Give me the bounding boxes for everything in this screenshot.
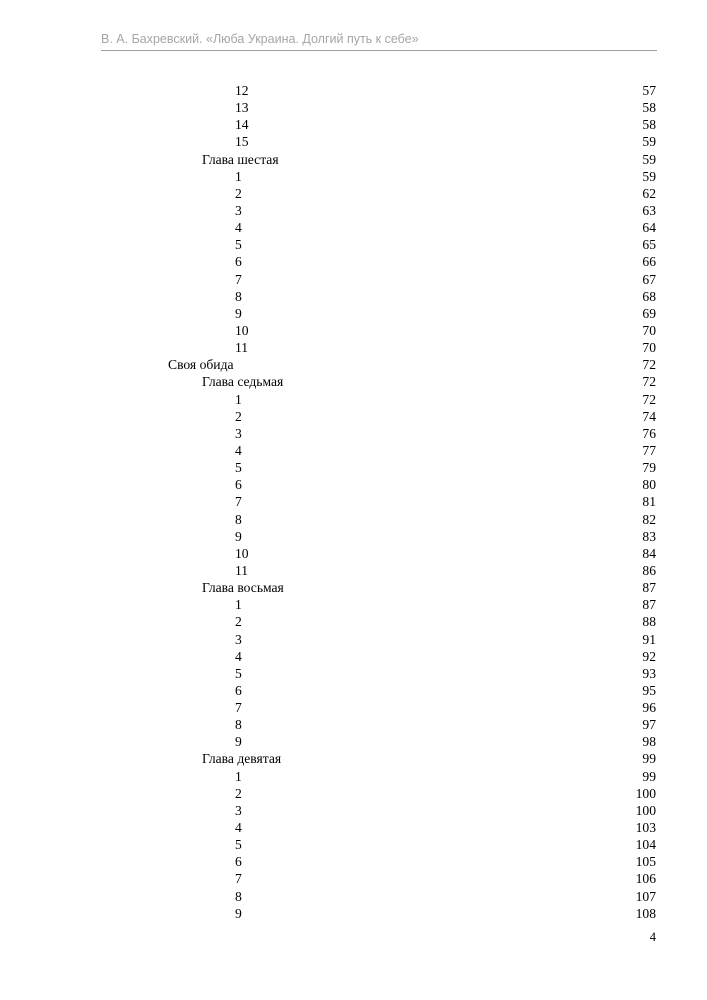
toc-entry-label: 3	[235, 631, 242, 647]
toc-entry-page: 77	[642, 442, 656, 458]
header-divider	[101, 50, 657, 51]
toc-entry-label: 10	[235, 322, 249, 338]
toc-entry-label: 7	[235, 494, 242, 510]
toc-entry-section	[0, 339, 707, 356]
toc-entry-label: 1	[235, 168, 242, 184]
toc-entry-label: 3	[235, 202, 242, 218]
toc-entry-chapter	[0, 373, 707, 390]
toc-entry-page: 81	[642, 494, 656, 510]
toc-entry-label: 8	[235, 888, 242, 904]
toc-entry-section	[0, 116, 707, 133]
toc-entry-label: 2	[235, 408, 242, 424]
toc-entry-label: Глава седьмая	[202, 374, 284, 390]
toc-entry-label: 8	[235, 717, 242, 733]
toc-entry-page: 57	[642, 83, 656, 98]
toc-entry-chapter	[0, 579, 707, 596]
toc-entry-section	[0, 305, 707, 322]
toc-entry-page: 72	[642, 357, 656, 373]
toc-entry-label: 4	[235, 648, 242, 664]
toc-entry-label: 1	[235, 768, 242, 784]
toc-entry-label: 3	[235, 425, 242, 441]
toc-entry-page: 59	[642, 151, 656, 167]
toc-entry-section	[0, 391, 707, 408]
toc-entry-page: 59	[642, 168, 656, 184]
toc-entry-section	[0, 716, 707, 733]
toc-entry-section	[0, 665, 707, 682]
toc-entry-page: 59	[642, 134, 656, 150]
toc-entry-label: 2	[235, 785, 242, 801]
page-number: 4	[649, 930, 656, 944]
running-header: В. А. Бахревский. «Люба Украина. Долгий путь к себе»	[101, 32, 419, 46]
toc-entry-page: 108	[635, 905, 656, 921]
toc-entry-section	[0, 768, 707, 785]
toc-entry-section	[0, 82, 707, 99]
toc-entry-label: Своя обида	[168, 357, 234, 373]
toc-entry-section	[0, 905, 707, 922]
toc-entry-label: 9	[235, 305, 242, 321]
toc-entry-section	[0, 699, 707, 716]
toc-entry-page: 76	[642, 425, 656, 441]
toc-entry-page: 72	[642, 374, 656, 390]
toc-entry-section	[0, 425, 707, 442]
toc-entry-page: 63	[642, 202, 656, 218]
toc-entry-section	[0, 253, 707, 270]
toc-entry-page: 97	[642, 717, 656, 733]
toc-entry-section	[0, 613, 707, 630]
toc-entry-label: 6	[235, 682, 242, 698]
toc-entry-page: 80	[642, 477, 656, 493]
toc-entry-label: 4	[235, 220, 242, 236]
toc-entry-section	[0, 682, 707, 699]
toc-entry-label: 5	[235, 665, 242, 681]
toc-entry-label: 11	[235, 340, 249, 356]
toc-entry-section	[0, 545, 707, 562]
toc-entry-label: 7	[235, 271, 242, 287]
toc-entry-section	[0, 236, 707, 253]
toc-entry-page: 96	[642, 700, 656, 716]
toc-entry-section	[0, 322, 707, 339]
toc-entry-label: 4	[235, 442, 242, 458]
toc-entry-label: 15	[235, 134, 249, 150]
toc-entry-page: 66	[642, 254, 656, 270]
toc-entry-chapter	[0, 750, 707, 767]
toc-entry-page: 99	[642, 768, 656, 784]
toc-entry-page: 107	[635, 888, 656, 904]
toc-entry-section	[0, 888, 707, 905]
toc-entry-section	[0, 802, 707, 819]
toc-entry-section	[0, 819, 707, 836]
toc-entry-label: Глава девятая	[202, 751, 282, 767]
toc-entry-label: 2	[235, 185, 242, 201]
toc-entry-label: 11	[235, 562, 249, 578]
toc-entry-page: 62	[642, 185, 656, 201]
toc-entry-label: 8	[235, 288, 242, 304]
toc-entry-section	[0, 733, 707, 750]
toc-entry-label: 12	[235, 83, 249, 98]
toc-entry-page: 65	[642, 237, 656, 253]
toc-entry-page: 58	[642, 117, 656, 133]
toc-entry-page: 70	[642, 340, 656, 356]
toc-entry-page: 104	[635, 837, 656, 853]
toc-entry-section	[0, 202, 707, 219]
toc-entry-label: 4	[235, 820, 242, 836]
toc-entry-label: 10	[235, 545, 249, 561]
toc-entry-section	[0, 562, 707, 579]
toc-entry-label: 1	[235, 391, 242, 407]
toc-entry-section	[0, 288, 707, 305]
toc-entry-page: 69	[642, 305, 656, 321]
toc-entry-page: 72	[642, 391, 656, 407]
toc-entry-section	[0, 271, 707, 288]
toc-entry-section	[0, 511, 707, 528]
toc-entry-label: 1	[235, 597, 242, 613]
toc-entry-section	[0, 853, 707, 870]
toc-entry-page: 79	[642, 460, 656, 476]
toc-entry-page: 100	[635, 802, 656, 818]
toc-entry-label: 13	[235, 100, 249, 116]
toc-entry-page: 87	[642, 580, 656, 596]
toc-entry-page: 82	[642, 511, 656, 527]
toc-entry-page: 67	[642, 271, 656, 287]
toc-entry-label: 2	[235, 614, 242, 630]
toc-entry-page: 68	[642, 288, 656, 304]
toc-entry-section	[0, 442, 707, 459]
toc-entry-page: 74	[642, 408, 656, 424]
toc-entry-section	[0, 219, 707, 236]
toc-entry-section	[0, 168, 707, 185]
toc-entry-label: 6	[235, 854, 242, 870]
toc-entry-page: 92	[642, 648, 656, 664]
toc-entry-page: 83	[642, 528, 656, 544]
toc-entry-page: 58	[642, 100, 656, 116]
toc-entry-label: Глава шестая	[202, 151, 279, 167]
toc-entry-label: 5	[235, 237, 242, 253]
toc-entry-page: 87	[642, 597, 656, 613]
toc-entry-page: 103	[635, 820, 656, 836]
toc-entry-section	[0, 648, 707, 665]
toc-entry-section	[0, 836, 707, 853]
toc-entry-label: 8	[235, 511, 242, 527]
toc-entry-label: 9	[235, 734, 242, 750]
toc-entry-label: 9	[235, 528, 242, 544]
toc-entry-section	[0, 493, 707, 510]
toc-entry-label: 9	[235, 905, 242, 921]
toc-entry-page: 91	[642, 631, 656, 647]
toc-entry-page: 84	[642, 545, 656, 561]
toc-entry-part	[0, 356, 707, 373]
toc-entry-section	[0, 185, 707, 202]
table-of-contents	[0, 82, 707, 922]
toc-entry-label: 5	[235, 837, 242, 853]
toc-entry-section	[0, 785, 707, 802]
toc-entry-page: 105	[635, 854, 656, 870]
toc-entry-page: 95	[642, 682, 656, 698]
toc-entry-page: 106	[635, 871, 656, 887]
toc-entry-page: 100	[635, 785, 656, 801]
toc-entry-label: 3	[235, 802, 242, 818]
toc-entry-label: 5	[235, 460, 242, 476]
toc-entry-page: 93	[642, 665, 656, 681]
toc-entry-section	[0, 133, 707, 150]
toc-entry-section	[0, 528, 707, 545]
toc-entry-chapter	[0, 151, 707, 168]
toc-entry-section	[0, 631, 707, 648]
toc-entry-page: 88	[642, 614, 656, 630]
toc-entry-label: 7	[235, 871, 242, 887]
toc-entry-label: 6	[235, 254, 242, 270]
toc-entry-section	[0, 870, 707, 887]
toc-entry-section	[0, 408, 707, 425]
toc-entry-label: 6	[235, 477, 242, 493]
toc-entry-section	[0, 459, 707, 476]
toc-entry-label: Глава восьмая	[202, 580, 284, 596]
toc-entry-section	[0, 476, 707, 493]
toc-entry-page: 99	[642, 751, 656, 767]
toc-entry-label: 14	[235, 117, 249, 133]
toc-entry-page: 70	[642, 322, 656, 338]
toc-entry-section	[0, 596, 707, 613]
toc-entry-label: 7	[235, 700, 242, 716]
toc-entry-page: 98	[642, 734, 656, 750]
toc-entry-page: 64	[642, 220, 656, 236]
toc-entry-page: 86	[642, 562, 656, 578]
toc-entry-section	[0, 99, 707, 116]
